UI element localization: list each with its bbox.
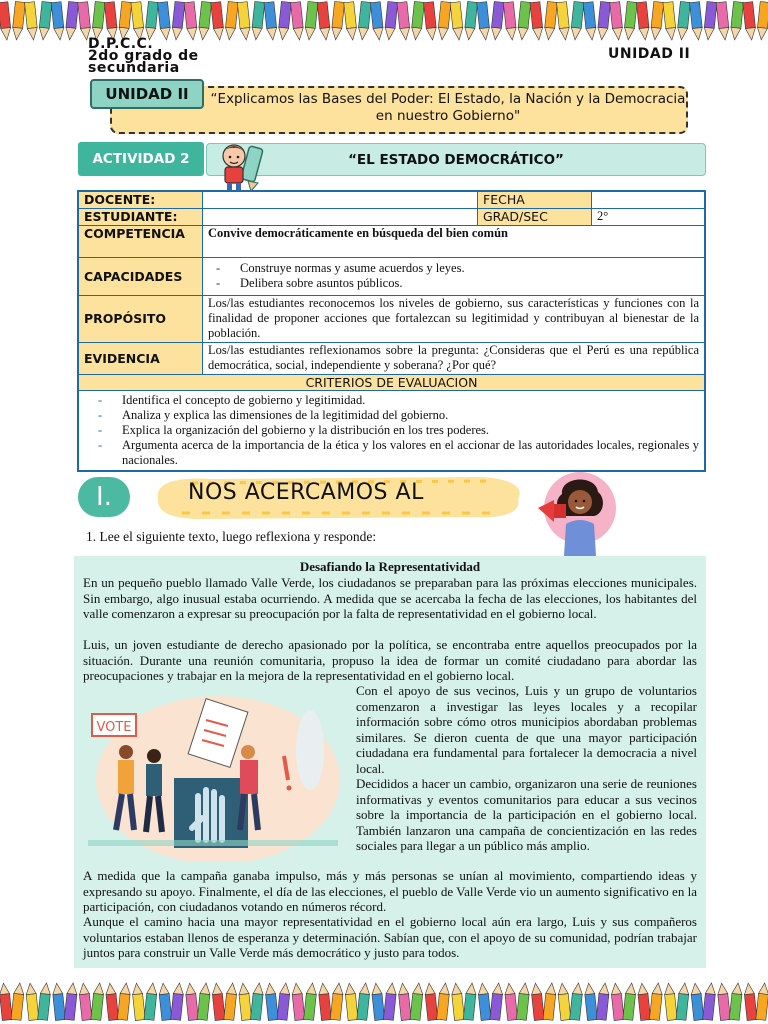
story-paragraph-3: Con el apoyo de sus vecinos, Luis y un grupo de voluntarios comenzaron a investigar las leyes locales y a recopilar información sobre cómo otros municipios abordaban problemas similares. Se dieron cuenta de que una mayor participación ciudadana era fundamental para fortalecer la democracia a nivel local. (356, 683, 697, 776)
pencil-decoration (277, 982, 291, 1020)
story-paragraph-5: A medida que la campaña ganaba impulso, más y más personas se unían al movimiento, compartiendo ideas y expresando su apoyo. Finalmente, el día de las elecciones, el pueblo de Valle Verde vio un aumento significativo en la participación, con ciudadanos votando en números récord. (83, 868, 697, 914)
pencil-decoration (144, 1, 158, 40)
fecha-label: FECHA (478, 191, 592, 208)
pencil-decoration (490, 982, 504, 1020)
criterios-list (84, 393, 699, 468)
unit-badge: UNIDAD II (90, 79, 204, 109)
fecha-value[interactable] (592, 191, 706, 208)
unit-title: “Explicamos las Bases del Poder: El Estado, la Nación y la Democracia en nuestro Gobierno" (210, 91, 686, 124)
pencil-decoration (0, 2, 12, 41)
pencil-decoration (277, 1, 291, 40)
pencil-decoration (11, 982, 25, 1020)
pencil-decoration (91, 982, 105, 1020)
pencil-decoration (503, 2, 517, 41)
pencil-decoration (318, 983, 332, 1021)
org-line-3: secundaria (88, 60, 180, 76)
pencil-decoration (317, 2, 331, 41)
pencil-decoration (104, 2, 118, 41)
story-title: Desafiando la Representatividad (299, 559, 481, 574)
pencil-decoration (331, 1, 345, 40)
gradsec-value[interactable]: 2° (592, 208, 706, 225)
pencil-decoration (52, 983, 66, 1021)
criterio-item: - Analiza y explica las dimensiones de la legitimidad del gobierno. (84, 408, 699, 423)
criterios-header: CRITERIOS DE EVALUACION (78, 374, 705, 390)
org-line-2: 2do grado de (88, 48, 199, 64)
pencil-decoration (144, 982, 158, 1020)
pencil-decoration (370, 2, 384, 41)
capacidades-label: CAPACIDADES (78, 257, 203, 295)
criterio-item: - Explica la organización del gobierno y la distribución en los tres poderes. (84, 423, 699, 438)
pencil-decoration (184, 2, 198, 41)
pencil-decoration (676, 982, 690, 1020)
pencil-decoration (717, 983, 731, 1021)
student-mascot-icon (212, 137, 268, 193)
pencil-decoration (690, 983, 704, 1021)
pencil-decoration (596, 982, 610, 1020)
criterio-item: - Argumenta acerca de la importancia de la ética y los valores en el accionar de las autoridades locales, regionales y nacionales. (84, 438, 699, 468)
pencil-decoration (11, 1, 25, 40)
pencil-decoration (118, 1, 132, 40)
voting-illustration (88, 690, 340, 862)
section-number-badge: I. (78, 477, 130, 517)
pencil-decoration (517, 1, 531, 40)
pencil-decoration (504, 983, 518, 1021)
evidencia-value: Los/las estudiantes reflexionamos sobre la pregunta: ¿Consideras que el Perú es una república democrática, social, independiente y soberana? ¿Por qué? (203, 342, 706, 374)
pencil-decoration (743, 2, 757, 41)
pencil-decoration (78, 983, 92, 1021)
pencil-decoration (384, 1, 398, 40)
pencil-decoration (105, 983, 119, 1021)
pencil-decoration (304, 1, 318, 40)
pencil-decoration (65, 1, 79, 40)
pencil-decoration (584, 983, 598, 1021)
pencil-decoration (743, 983, 757, 1021)
pencil-decoration (25, 2, 39, 41)
pencil-decoration (158, 2, 172, 41)
pencil-decoration (357, 1, 371, 40)
pencil-decoration (131, 2, 145, 41)
pencil-decoration (291, 2, 305, 41)
pencil-decoration (264, 2, 278, 41)
pencil-decoration (158, 983, 172, 1021)
pencil-decoration (583, 2, 597, 41)
pencil-decoration (197, 982, 211, 1020)
org-line-1: D.P.C.C. (88, 36, 154, 52)
pencil-decoration (543, 982, 557, 1020)
pencil-decoration (410, 1, 424, 40)
pencil-decoration (756, 982, 768, 1020)
estudiante-value[interactable] (203, 208, 478, 225)
pencil-decoration (291, 983, 305, 1021)
capacidades-list (208, 261, 699, 291)
pencil-decoration (649, 982, 663, 1020)
pencil-decoration (171, 982, 185, 1020)
pencil-decoration (516, 982, 530, 1020)
pencil-border-bottom (0, 976, 768, 1024)
pencil-decoration (51, 2, 65, 41)
proposito-label: PROPÓSITO (78, 295, 203, 342)
pencil-decoration (663, 983, 677, 1021)
pencil-decoration (756, 1, 768, 40)
pencil-decoration (437, 982, 451, 1020)
pencil-decoration (623, 982, 637, 1020)
pencil-decoration (330, 982, 344, 1020)
pencil-decoration (251, 1, 265, 40)
pencil-decoration (610, 2, 624, 41)
vote-sign-text: VOTE (96, 720, 132, 735)
pencil-decoration (211, 983, 225, 1021)
section-title: NOS ACERCAMOS AL (188, 480, 424, 505)
pencil-decoration (490, 1, 504, 40)
pencil-decoration (676, 1, 690, 40)
docente-label: DOCENTE: (78, 191, 203, 208)
pencil-decoration (637, 983, 651, 1021)
pencil-decoration (371, 983, 385, 1021)
pencil-decoration (530, 983, 544, 1021)
criterio-item: - Identifica el concepto de gobierno y legitimidad. (84, 393, 699, 408)
pencil-decoration (383, 982, 397, 1020)
story-paragraph-2: Luis, un joven estudiante de derecho apasionado por la política, se encontraba entre aquellos preocupados por la situación. Durante una reunión comunitaria, propuso la idea de formar un comité ciudadano para abordar las preocupaciones y trabajar en la mejora de la representatividad en el gobierno local. (83, 637, 697, 683)
pencil-decoration (0, 983, 12, 1021)
pencil-decoration (450, 2, 464, 41)
pencil-decoration (464, 1, 478, 40)
pencil-decoration (636, 2, 650, 41)
pencil-decoration (224, 982, 238, 1020)
pencil-decoration (703, 982, 717, 1020)
pencil-decoration (397, 2, 411, 41)
pencil-decoration (424, 2, 438, 41)
pencil-decoration (211, 2, 225, 41)
pencil-decoration (570, 1, 584, 40)
pencil-decoration (543, 1, 557, 40)
org-header (88, 38, 199, 74)
story-paragraph-6: Aunque el camino hacia una mayor representatividad en el gobierno local aún era largo, Luis y sus compañeros voluntarios estaban llenos de esperanza y determinación. Sabían que, con el apoyo de su comunidad, podrían trabajar juntos para construir un Valle Verde más democrático y justo para todos. (83, 914, 697, 960)
pencil-decoration (663, 2, 677, 41)
pencil-decoration (91, 1, 105, 40)
pencil-decoration (650, 1, 664, 40)
story-paragraph-4: Decididos a hacer un cambio, organizaron una serie de reuniones informativas y eventos comunitarios para educar a sus vecinos sobre la importancia de la participación en el gobierno local. También lanzaron una campaña de concientización en las redes sociales para llegar a un público más amplio. (356, 776, 697, 853)
capacidad-item: - Construye normas y asume acuerdos y leyes. (208, 261, 699, 276)
pencil-decoration (597, 1, 611, 40)
pencil-decoration (304, 982, 318, 1020)
pencil-decoration (690, 2, 704, 41)
capacidad-item: - Delibera sobre asuntos públicos. (208, 276, 699, 291)
pencil-decoration (397, 983, 411, 1021)
activity-title: “EL ESTADO DEMOCRÁTICO” (206, 143, 706, 176)
pencil-decoration (185, 983, 199, 1021)
pencil-decoration (463, 982, 477, 1020)
girl-megaphone-icon (532, 472, 624, 558)
reading-instruction: 1. Lee el siguiente texto, luego reflexiona y responde: (86, 529, 377, 544)
pencil-decoration (623, 1, 637, 40)
pencil-decoration (451, 983, 465, 1021)
pencil-decoration (238, 983, 252, 1021)
pencil-decoration (237, 2, 251, 41)
pencil-decoration (610, 983, 624, 1021)
pencil-decoration (344, 983, 358, 1021)
docente-value[interactable] (203, 191, 478, 208)
activity-info-table (77, 190, 706, 472)
pencil-decoration (530, 2, 544, 41)
pencil-decoration (38, 982, 52, 1020)
pencil-decoration (477, 2, 491, 41)
pencil-decoration (131, 983, 145, 1021)
pencil-decoration (730, 1, 744, 40)
pencil-decoration (570, 982, 584, 1020)
story-paragraph-1: En un pequeño pueblo llamado Valle Verde, los ciudadanos se preparaban para las próximas elecciones municipales. Sin embargo, algo inusual estaba ocurriendo. A medida que se acercaba la fecha de las elecciones, los habitantes del valle comenzaron a expresar su preocupación por la falta de representatividad en el gobierno local. (83, 575, 697, 621)
pencil-decoration (224, 1, 238, 40)
proposito-value: Los/las estudiantes reconocemos los niveles de gobierno, sus características y funciones con la finalidad de proponer acciones que fortalezcan su legitimidad y contribuyan al bienestar de la población. (203, 295, 706, 342)
pencil-decoration (117, 982, 131, 1020)
pencil-decoration (716, 2, 730, 41)
pencil-decoration (64, 982, 78, 1020)
pencil-decoration (344, 2, 358, 41)
pencil-decoration (78, 2, 92, 41)
pencil-decoration (198, 1, 212, 40)
criterios-cell (78, 390, 705, 471)
pencil-decoration (38, 1, 52, 40)
pencil-decoration (477, 983, 491, 1021)
pencil-decoration (557, 983, 571, 1021)
competencia-value: Convive democráticamente en búsqueda del bien común (203, 225, 706, 257)
pencil-decoration (264, 983, 278, 1021)
pencil-decoration (171, 1, 185, 40)
pencil-decoration (25, 983, 39, 1021)
evidencia-label: EVIDENCIA (78, 342, 203, 374)
pencil-decoration (729, 982, 743, 1020)
gradsec-label: GRAD/SEC (478, 208, 592, 225)
pencil-decoration (703, 1, 717, 40)
estudiante-label: ESTUDIANTE: (78, 208, 203, 225)
capacidades-cell (203, 257, 706, 295)
pencil-decoration (250, 982, 264, 1020)
unit-top-label: UNIDAD II (608, 46, 691, 62)
activity-badge: ACTIVIDAD 2 (78, 142, 204, 176)
pencil-decoration (424, 983, 438, 1021)
pencil-decoration (410, 982, 424, 1020)
competencia-label: COMPETENCIA (78, 225, 203, 257)
pencil-decoration (357, 982, 371, 1020)
pencil-decoration (437, 1, 451, 40)
pencil-decoration (557, 2, 571, 41)
